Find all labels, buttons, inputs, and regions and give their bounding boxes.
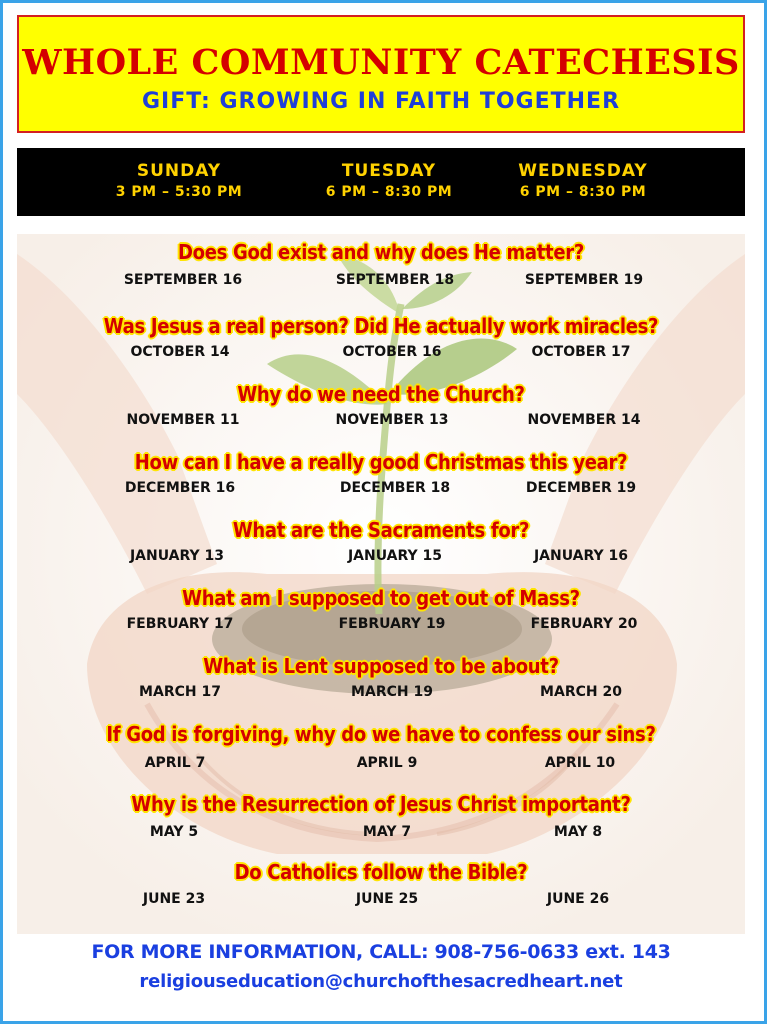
session-date-tuesday: OCTOBER 16	[342, 344, 442, 360]
page-subtitle: GIFT: GROWING IN FAITH TOGETHER	[141, 89, 621, 114]
session-question: How can I have a really good Christmas this year?	[134, 450, 628, 474]
session-question: What is Lent supposed to be about?	[203, 654, 559, 678]
contact-email-link[interactable]: religiouseducation@churchofthesacredheart.net	[139, 971, 623, 992]
session-date-tuesday: SEPTEMBER 18	[335, 272, 455, 288]
session-question: What are the Sacraments for?	[232, 518, 530, 542]
session-question: Was Jesus a real person? Did He actually work miracles?	[103, 314, 659, 338]
schedule-sunday	[79, 160, 279, 202]
session-date-tuesday: NOVEMBER 13	[335, 412, 449, 428]
session-date-tuesday: APRIL 9	[356, 755, 418, 771]
session-date-sunday: MAY 5	[149, 824, 199, 840]
session-date-sunday: DECEMBER 16	[124, 480, 236, 496]
session-date-wednesday: JANUARY 16	[533, 548, 629, 564]
session-date-wednesday: JUNE 26	[546, 891, 610, 907]
session-date-wednesday: DECEMBER 19	[525, 480, 637, 496]
session-date-sunday: OCTOBER 14	[130, 344, 230, 360]
session-date-wednesday: NOVEMBER 14	[527, 412, 641, 428]
session-date-tuesday: JUNE 25	[355, 891, 419, 907]
session-date-tuesday: DECEMBER 18	[339, 480, 451, 496]
schedule-time: 6 PM – 8:30 PM	[519, 184, 647, 200]
session-question: Why do we need the Church?	[237, 382, 525, 406]
session-date-wednesday: SEPTEMBER 19	[524, 272, 644, 288]
page-title: WHOLE COMMUNITY CATECHESIS	[22, 42, 740, 83]
session-date-tuesday: FEBRUARY 19	[338, 616, 446, 632]
title-banner	[17, 15, 745, 133]
schedule-time: 6 PM – 8:30 PM	[325, 184, 453, 200]
session-date-wednesday: APRIL 10	[544, 755, 616, 771]
session-question: Why is the Resurrection of Jesus Christ important?	[131, 792, 631, 816]
session-date-wednesday: OCTOBER 17	[531, 344, 631, 360]
session-question: Does God exist and why does He matter?	[178, 240, 584, 264]
session-date-wednesday: FEBRUARY 20	[530, 616, 638, 632]
session-date-sunday: JANUARY 13	[129, 548, 225, 564]
session-date-tuesday: JANUARY 15	[347, 548, 443, 564]
schedule-day: WEDNESDAY	[518, 161, 648, 181]
schedule-time: 3 PM – 5:30 PM	[115, 184, 243, 200]
session-date-tuesday: MAY 7	[362, 824, 412, 840]
session-date-wednesday: MAY 8	[553, 824, 603, 840]
session-date-tuesday: MARCH 19	[351, 684, 433, 700]
schedule-day: TUESDAY	[341, 161, 437, 181]
schedule-tuesday	[289, 160, 489, 202]
schedule-wednesday	[483, 160, 683, 202]
session-date-sunday: APRIL 7	[144, 755, 206, 771]
session-question: If God is forgiving, why do we have to confess our sins?	[106, 722, 656, 746]
session-question: Do Catholics follow the Bible?	[234, 860, 528, 884]
schedule-day: SUNDAY	[136, 161, 222, 181]
schedule-bar	[17, 148, 745, 216]
session-date-sunday: NOVEMBER 11	[126, 412, 240, 428]
session-date-sunday: FEBRUARY 17	[126, 616, 234, 632]
session-question: What am I supposed to get out of Mass?	[182, 586, 580, 610]
session-date-wednesday: MARCH 20	[540, 684, 622, 700]
contact-phone: FOR MORE INFORMATION, CALL: 908-756-0633 ext. 143	[91, 941, 671, 963]
session-date-sunday: SEPTEMBER 16	[123, 272, 243, 288]
session-date-sunday: MARCH 17	[139, 684, 221, 700]
session-date-sunday: JUNE 23	[142, 891, 206, 907]
